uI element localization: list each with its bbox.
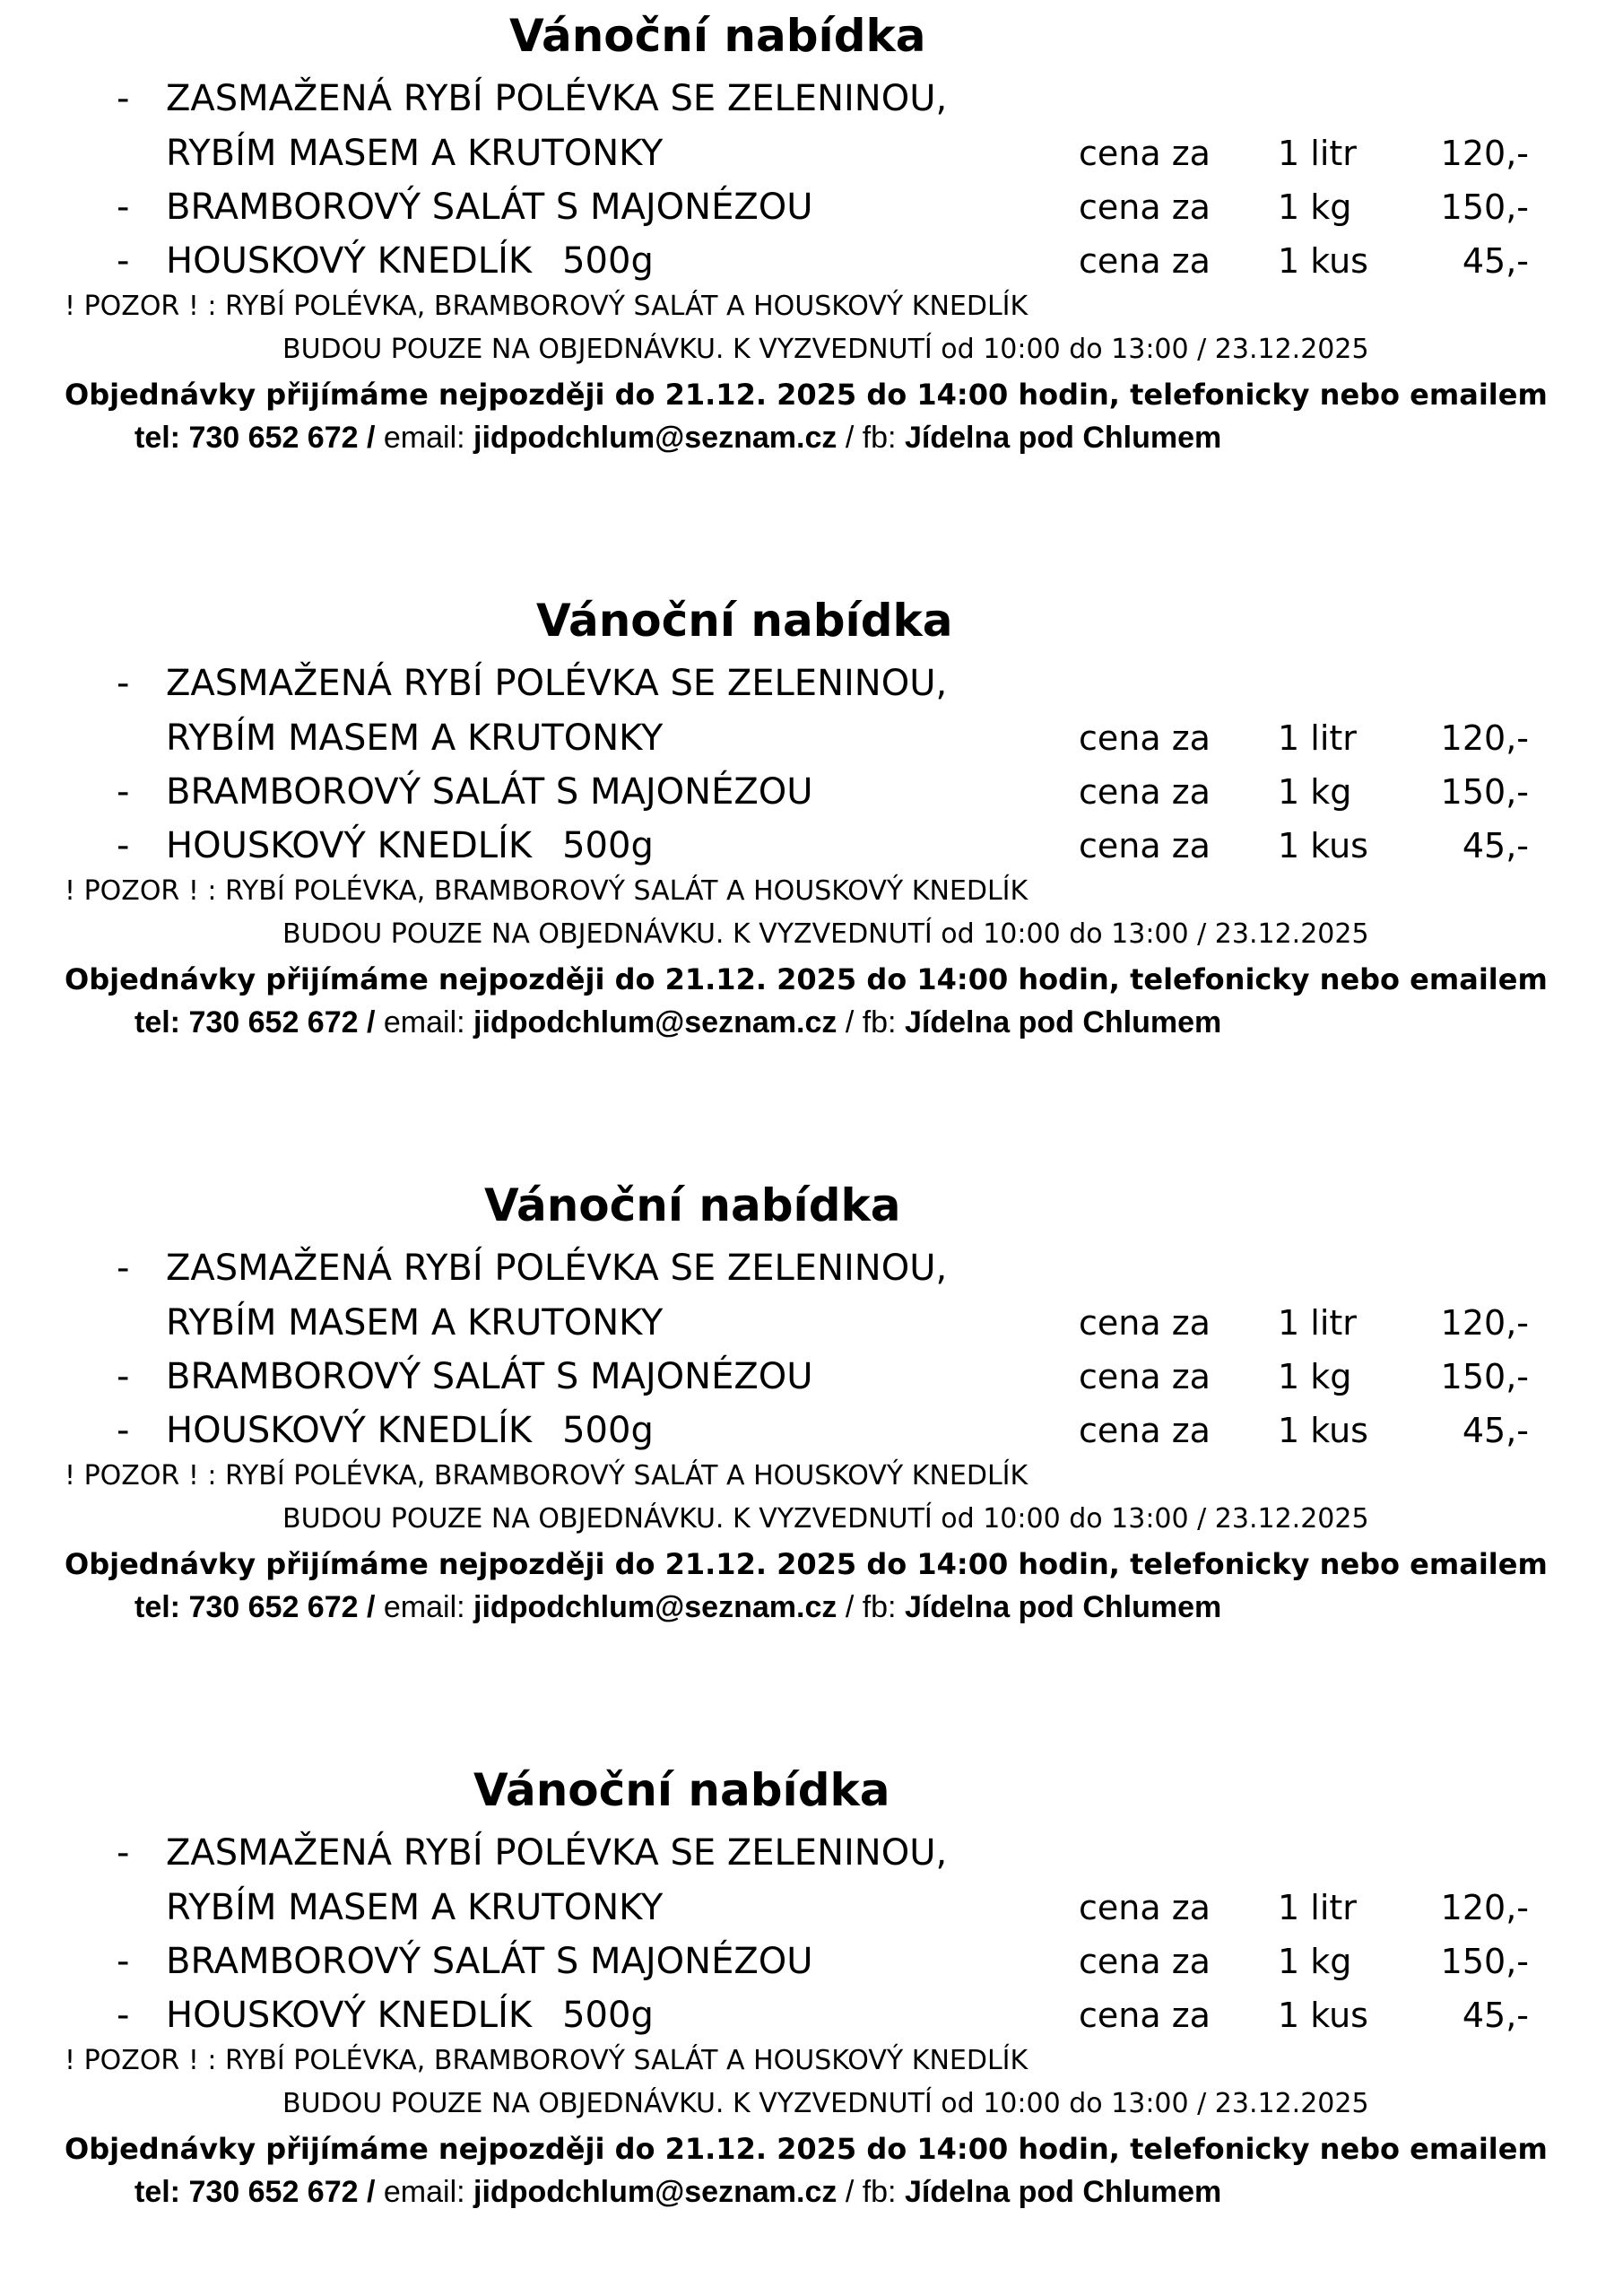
flyer-title: Vánoční nabídka: [536, 595, 953, 647]
item-dash: -: [117, 825, 130, 866]
contact-email-label: email:: [383, 421, 465, 455]
item-dumpling-price: 45,-: [1462, 1996, 1529, 2035]
item-soup-unit: 1 litr: [1278, 134, 1357, 173]
item-dash: -: [117, 78, 130, 119]
item-dumpling-unit: 1 kus: [1278, 241, 1368, 281]
item-salad-price: 150,-: [1440, 187, 1529, 227]
contact-phone: tel: 730 652 672 /: [135, 1005, 376, 1039]
contact-phone: tel: 730 652 672 /: [135, 421, 376, 455]
item-salad-cena-label: cena za: [1079, 772, 1211, 812]
item-dumpling-unit: 1 kus: [1278, 1411, 1368, 1450]
item-dumpling-name: HOUSKOVÝ KNEDLÍK: [166, 1995, 533, 2036]
item-dash: -: [117, 187, 130, 228]
item-salad-unit: 1 kg: [1278, 772, 1352, 812]
item-dash: -: [117, 1356, 130, 1397]
item-dash: -: [117, 663, 130, 704]
item-salad-cena-label: cena za: [1079, 1942, 1211, 1981]
item-soup-name-line2: RYBÍM MASEM A KRUTONKY: [166, 1302, 664, 1344]
contact-fb: Jídelna pod Chlumem: [904, 1590, 1222, 1624]
contact-fb-label: / fb:: [845, 1005, 897, 1039]
orders-deadline: Objednávky přijímáme nejpozději do 21.12. 2025 do 14:00 hodin, telefonicky nebo emailem: [65, 962, 1548, 996]
item-soup-unit: 1 litr: [1278, 1888, 1357, 1927]
item-dash: -: [117, 240, 130, 282]
contact-email-label: email:: [383, 1590, 465, 1624]
flyer: [0, 0, 1623, 538]
item-dumpling-weight: 500g: [562, 825, 654, 866]
contact-fb-label: / fb:: [845, 2175, 897, 2209]
item-soup-name-line1: ZASMAŽENÁ RYBÍ POLÉVKA SE ZELENINOU,: [166, 1832, 948, 1874]
contact-line: [135, 1587, 1221, 1627]
contact-fb-label: / fb:: [845, 1590, 897, 1624]
item-soup-price: 120,-: [1440, 134, 1529, 173]
item-salad-name: BRAMBOROVÝ SALÁT S MAJONÉZOU: [166, 187, 813, 228]
item-dash: -: [117, 771, 130, 813]
contact-line: [135, 1003, 1221, 1042]
contact-email[interactable]: jidpodchlum@seznam.cz: [473, 2175, 838, 2209]
flyer-title: Vánoční nabídka: [473, 1764, 890, 1816]
contact-email[interactable]: jidpodchlum@seznam.cz: [473, 421, 838, 455]
item-soup-price: 120,-: [1440, 1303, 1529, 1343]
contact-email[interactable]: jidpodchlum@seznam.cz: [473, 1005, 838, 1039]
item-soup-cena-label: cena za: [1079, 718, 1211, 758]
warning-note-line1: ! POZOR ! : RYBÍ POLÉVKA, BRAMBOROVÝ SALÁT A HOUSKOVÝ KNEDLÍK: [65, 291, 1028, 322]
item-salad-price: 150,-: [1440, 1357, 1529, 1396]
item-dumpling-name-row: [166, 822, 654, 869]
contact-phone: tel: 730 652 672 /: [135, 1590, 376, 1624]
contact-fb: Jídelna pod Chlumem: [904, 1005, 1222, 1039]
item-salad-price: 150,-: [1440, 1942, 1529, 1981]
item-dumpling-cena-label: cena za: [1079, 826, 1211, 865]
item-dumpling-weight: 500g: [562, 1995, 654, 2036]
item-dumpling-price: 45,-: [1462, 826, 1529, 865]
item-salad-unit: 1 kg: [1278, 1942, 1352, 1981]
item-soup-price: 120,-: [1440, 1888, 1529, 1927]
item-dumpling-name: HOUSKOVÝ KNEDLÍK: [166, 240, 533, 282]
contact-line: [135, 2172, 1221, 2212]
item-dumpling-name-row: [166, 238, 654, 284]
item-salad-cena-label: cena za: [1079, 187, 1211, 227]
warning-note-line1: ! POZOR ! : RYBÍ POLÉVKA, BRAMBOROVÝ SALÁT A HOUSKOVÝ KNEDLÍK: [65, 875, 1028, 907]
item-dumpling-weight: 500g: [562, 240, 654, 282]
flyer: [0, 1754, 1623, 2292]
warning-note-line2: BUDOU POUZE NA OBJEDNÁVKU. K VYZVEDNUTÍ od 10:00 do 13:00 / 23.12.2025: [282, 334, 1369, 365]
warning-note-line2: BUDOU POUZE NA OBJEDNÁVKU. K VYZVEDNUTÍ od 10:00 do 13:00 / 23.12.2025: [282, 1503, 1369, 1535]
item-dumpling-price: 45,-: [1462, 241, 1529, 281]
item-dumpling-weight: 500g: [562, 1410, 654, 1451]
contact-line: [135, 418, 1221, 457]
item-salad-unit: 1 kg: [1278, 1357, 1352, 1396]
contact-email-label: email:: [383, 2175, 465, 2209]
item-soup-name-line1: ZASMAŽENÁ RYBÍ POLÉVKA SE ZELENINOU,: [166, 78, 948, 119]
item-dash: -: [117, 1410, 130, 1451]
flyer-title: Vánoční nabídka: [484, 1179, 901, 1231]
item-soup-name-line2: RYBÍM MASEM A KRUTONKY: [166, 133, 664, 174]
item-dumpling-cena-label: cena za: [1079, 241, 1211, 281]
orders-deadline: Objednávky přijímáme nejpozději do 21.12. 2025 do 14:00 hodin, telefonicky nebo emailem: [65, 2132, 1548, 2166]
warning-note-line2: BUDOU POUZE NA OBJEDNÁVKU. K VYZVEDNUTÍ od 10:00 do 13:00 / 23.12.2025: [282, 2088, 1369, 2119]
flyer: [0, 585, 1623, 1123]
item-soup-name-line1: ZASMAŽENÁ RYBÍ POLÉVKA SE ZELENINOU,: [166, 1248, 948, 1289]
item-soup-cena-label: cena za: [1079, 1303, 1211, 1343]
item-dumpling-cena-label: cena za: [1079, 1996, 1211, 2035]
item-soup-name-line2: RYBÍM MASEM A KRUTONKY: [166, 718, 664, 759]
item-salad-name: BRAMBOROVÝ SALÁT S MAJONÉZOU: [166, 771, 813, 813]
item-dumpling-unit: 1 kus: [1278, 826, 1368, 865]
contact-fb: Jídelna pod Chlumem: [904, 2175, 1222, 2209]
item-dumpling-price: 45,-: [1462, 1411, 1529, 1450]
item-soup-cena-label: cena za: [1079, 134, 1211, 173]
item-soup-price: 120,-: [1440, 718, 1529, 758]
item-soup-name-line2: RYBÍM MASEM A KRUTONKY: [166, 1887, 664, 1928]
warning-note-line1: ! POZOR ! : RYBÍ POLÉVKA, BRAMBOROVÝ SALÁT A HOUSKOVÝ KNEDLÍK: [65, 1460, 1028, 1492]
item-dash: -: [117, 1941, 130, 1982]
flyer-title: Vánoční nabídka: [509, 10, 926, 62]
item-dumpling-cena-label: cena za: [1079, 1411, 1211, 1450]
item-soup-unit: 1 litr: [1278, 1303, 1357, 1343]
item-dumpling-name: HOUSKOVÝ KNEDLÍK: [166, 825, 533, 866]
item-soup-name-line1: ZASMAŽENÁ RYBÍ POLÉVKA SE ZELENINOU,: [166, 663, 948, 704]
item-dash: -: [117, 1248, 130, 1289]
item-salad-unit: 1 kg: [1278, 187, 1352, 227]
item-salad-price: 150,-: [1440, 772, 1529, 812]
item-salad-cena-label: cena za: [1079, 1357, 1211, 1396]
item-soup-cena-label: cena za: [1079, 1888, 1211, 1927]
item-dumpling-unit: 1 kus: [1278, 1996, 1368, 2035]
item-dash: -: [117, 1995, 130, 2036]
item-salad-name: BRAMBOROVÝ SALÁT S MAJONÉZOU: [166, 1941, 813, 1982]
contact-email[interactable]: jidpodchlum@seznam.cz: [473, 1590, 838, 1624]
item-soup-unit: 1 litr: [1278, 718, 1357, 758]
contact-phone: tel: 730 652 672 /: [135, 2175, 376, 2209]
warning-note-line1: ! POZOR ! : RYBÍ POLÉVKA, BRAMBOROVÝ SALÁT A HOUSKOVÝ KNEDLÍK: [65, 2045, 1028, 2076]
item-salad-name: BRAMBOROVÝ SALÁT S MAJONÉZOU: [166, 1356, 813, 1397]
warning-note-line2: BUDOU POUZE NA OBJEDNÁVKU. K VYZVEDNUTÍ od 10:00 do 13:00 / 23.12.2025: [282, 918, 1369, 950]
contact-fb-label: / fb:: [845, 421, 897, 455]
item-dumpling-name-row: [166, 1407, 654, 1454]
item-dumpling-name-row: [166, 1992, 654, 2039]
orders-deadline: Objednávky přijímáme nejpozději do 21.12. 2025 do 14:00 hodin, telefonicky nebo emailem: [65, 378, 1548, 412]
item-dumpling-name: HOUSKOVÝ KNEDLÍK: [166, 1410, 533, 1451]
orders-deadline: Objednávky přijímáme nejpozději do 21.12. 2025 do 14:00 hodin, telefonicky nebo emailem: [65, 1547, 1548, 1581]
item-dash: -: [117, 1832, 130, 1874]
flyer: [0, 1170, 1623, 1708]
contact-email-label: email:: [383, 1005, 465, 1039]
contact-fb: Jídelna pod Chlumem: [904, 421, 1222, 455]
